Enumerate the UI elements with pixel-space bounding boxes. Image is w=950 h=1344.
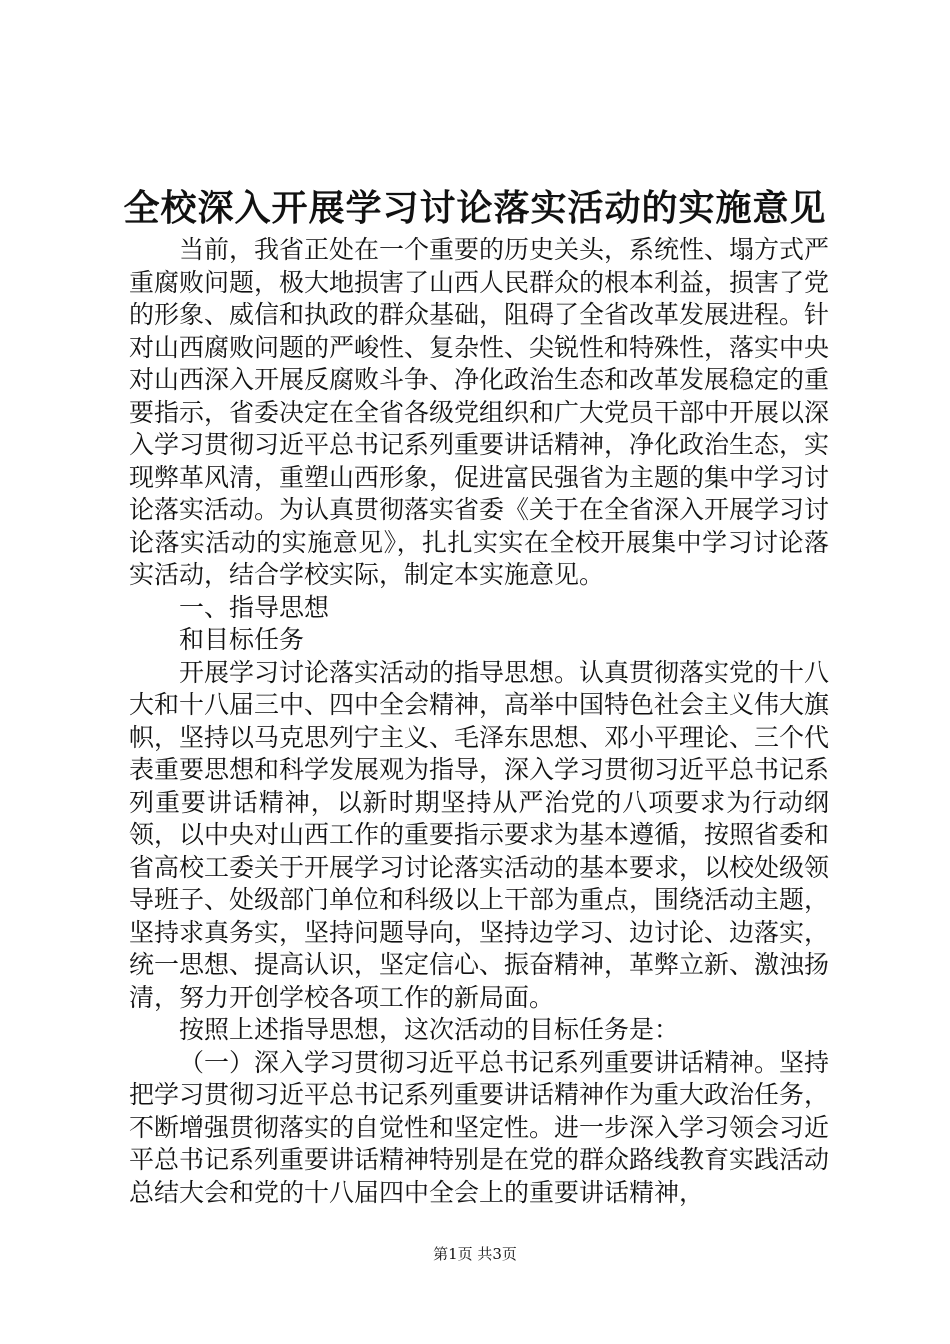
page-number-footer: 第1页 共3页	[433, 1245, 517, 1263]
section-heading-guiding-thought: 一、指导思想	[179, 592, 330, 622]
document-title: 全校深入开展学习讨论落实活动的实施意见	[123, 187, 827, 229]
section-heading-goals: 和目标任务	[179, 625, 305, 654]
paragraph-intro: 当前，我省正处在一个重要的历史关头，系统性、塌方式严重腐败问题，极大地损害了山西人民群众的根本利益，损害了党的形象、威信和执政的群众基础，阻碍了全省改革发展进程。针对山西腐败问题的严峻性、复杂性、尖锐性和特殊性，落实中央对山西深入开展反腐败斗争、净化政治生态和改革发展稳定的重要指示，省委决定在全省各级党组织和广大党员干部中开展以深入学习贯彻习近平总书记系列重要讲话精神，净化政治生态，实现弊革风清，重塑山西形象，促进富民强省为主题的集中学习讨论落实活动。为认真贯彻落实省委《关于在全省深入开展学习讨论落实活动的实施意见》，扎扎实实在全校开展集中学习讨论落实活动，结合学校实际，制定本实施意见。	[129, 235, 830, 589]
document-body	[129, 234, 829, 1209]
paragraph-goals-intro: 按照上述指导思想，这次活动的目标任务是：	[179, 1015, 680, 1044]
paragraph-task-one: （一）深入学习贯彻习近平总书记系列重要讲话精神。坚持把学习贯彻习近平总书记系列重要讲话精神作为重大政治任务，不断增强贯彻落实的自觉性和坚定性。进一步深入学习领会习近平总书记系列重要讲话精神特别是在党的群众路线教育实践活动总结大会和党的十八届四中全会上的重要讲话精神，	[129, 1047, 830, 1207]
paragraph-guiding-thought: 开展学习讨论落实活动的指导思想。认真贯彻落实党的十八大和十八届三中、四中全会精神，高举中国特色社会主义伟大旗帜，坚持以马克思列宁主义、毛泽东思想、邓小平理论、三个代表重要思想和科学发展观为指导，深入学习贯彻习近平总书记系列重要讲话精神，以新时期坚持从严治党的八项要求为行动纲领，以中央对山西工作的重要指示要求为基本遵循，按照省委和省高校工委关于开展学习讨论落实活动的基本要求，以校处级领导班子、处级部门单位和科级以上干部为重点，围绕活动主题，坚持求真务实，坚持问题导向，坚持边学习、边讨论、边落实，统一思想、提高认识，坚定信心、振奋精神，革弊立新、激浊扬清，努力开创学校各项工作的新局面。	[129, 657, 830, 1012]
